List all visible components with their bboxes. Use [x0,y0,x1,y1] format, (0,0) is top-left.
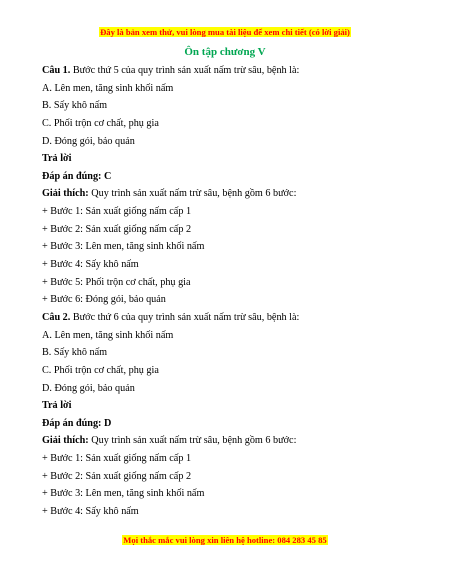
correct-answer: Đáp án đúng: C [42,170,112,182]
option-a: A. Lên men, tăng sinh khối nấm [42,82,174,94]
question-text: Bước thứ 5 của quy trình sản xuất nấm trừ sâu, bệnh là: [70,65,300,76]
answer-heading: Trả lời [42,400,72,412]
option-b: B. Sấy khô nấm [42,347,108,359]
explanation-label: Giải thích: [42,435,89,447]
explanation [42,432,422,450]
option-a: A. Lên men, tăng sinh khối nấm [42,329,174,341]
question-2 [42,309,422,327]
preview-notice-banner [0,26,450,38]
question-label: Câu 2. [42,311,71,323]
step-item: + Bước 3: Lên men, tăng sinh khối nấm [42,241,205,253]
option-c: C. Phối trộn cơ chất, phụ gia [42,117,159,129]
option-d: D. Đóng gói, bảo quản [42,135,135,147]
step-item: + Bước 1: Sản xuất giống nấm cấp 1 [42,453,192,465]
preview-notice-text: Đây là bản xem thử, vui lòng mua tài liệu để xem chi tiết (có lời giải) [100,27,350,37]
step-item: + Bước 2: Sản xuất giống nấm cấp 2 [42,470,192,482]
answer-heading: Trả lời [42,153,72,165]
document-body [42,62,422,521]
question-label: Câu 1. [42,65,71,76]
step-item: + Bước 3: Lên men, tăng sinh khối nấm [42,488,205,500]
correct-answer: Đáp án đúng: D [42,417,112,429]
explanation-text: Quy trình sản xuất nấm trừ sâu, bệnh gồm 6 bước: [88,435,297,447]
page-title: Ôn tập chương V [184,46,266,58]
step-item: + Bước 4: Sấy khô nấm [42,259,139,271]
question-text: Bước thứ 6 của quy trình sản xuất nấm trừ sâu, bệnh là: [70,311,300,323]
hotline-notice-text: Mọi thắc mắc vui lòng xin liên hệ hotline: 084 283 45 85 [123,535,327,545]
explanation-label: Giải thích: [42,188,89,200]
option-c: C. Phối trộn cơ chất, phụ gia [42,364,159,376]
step-item: + Bước 5: Phối trộn cơ chất, phụ gia [42,276,191,288]
step-item: + Bước 2: Sản xuất giống nấm cấp 2 [42,223,192,235]
explanation-text: Quy trình sản xuất nấm trừ sâu, bệnh gồm 6 bước: [88,188,297,200]
option-b: B. Sấy khô nấm [42,100,108,112]
option-d: D. Đóng gói, bảo quản [42,382,135,394]
step-item: + Bước 6: Đóng gói, bảo quản [42,294,166,306]
step-item: + Bước 4: Sấy khô nấm [42,506,139,518]
question-1 [42,62,422,80]
explanation [42,185,422,203]
hotline-notice-banner [0,534,450,546]
step-item: + Bước 1: Sản xuất giống nấm cấp 1 [42,206,192,218]
